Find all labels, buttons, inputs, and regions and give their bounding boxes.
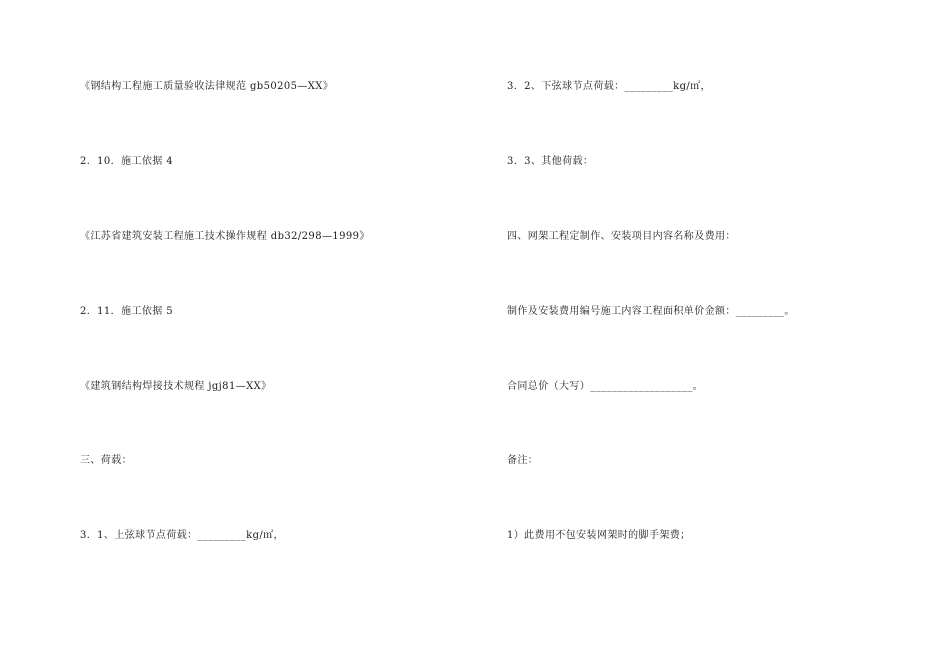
remark-item-1: 1）此费用不包安装网架时的脚手架费；	[507, 530, 691, 541]
reference-gb50205: 《钢结构工程施工质量验收法律规范 gb50205—XX》	[80, 81, 334, 92]
reference-jgj81: 《建筑钢结构焊接技术规程 jgj81—XX》	[80, 381, 272, 392]
section-2-11-heading: 2．11．施工依据 5	[80, 306, 174, 317]
lower-chord-load-line: 3．2、下弦球节点荷载：_________kg/㎡，	[507, 81, 711, 92]
other-load-line: 3．3、其他荷载：	[507, 156, 594, 167]
section-2-10-heading: 2．10．施工依据 4	[80, 156, 174, 167]
fee-items-line: 制作及安装费用编号施工内容工程面积单价金额：_________。	[507, 306, 795, 317]
section-4-heading: 四、网架工程定制作、安装项目内容名称及费用：	[507, 231, 736, 242]
section-3-heading: 三、荷载：	[80, 455, 132, 466]
contract-total-line: 合同总价（大写）___________________。	[507, 381, 704, 392]
upper-chord-load-line: 3．1、上弦球节点荷载：_________kg/㎡，	[80, 530, 284, 541]
right-column	[507, 0, 927, 672]
remarks-heading: 备注：	[507, 455, 539, 466]
left-column	[80, 0, 500, 672]
reference-db32-298: 《江苏省建筑安装工程施工技术操作规程 db32/298—1999》	[80, 231, 370, 242]
